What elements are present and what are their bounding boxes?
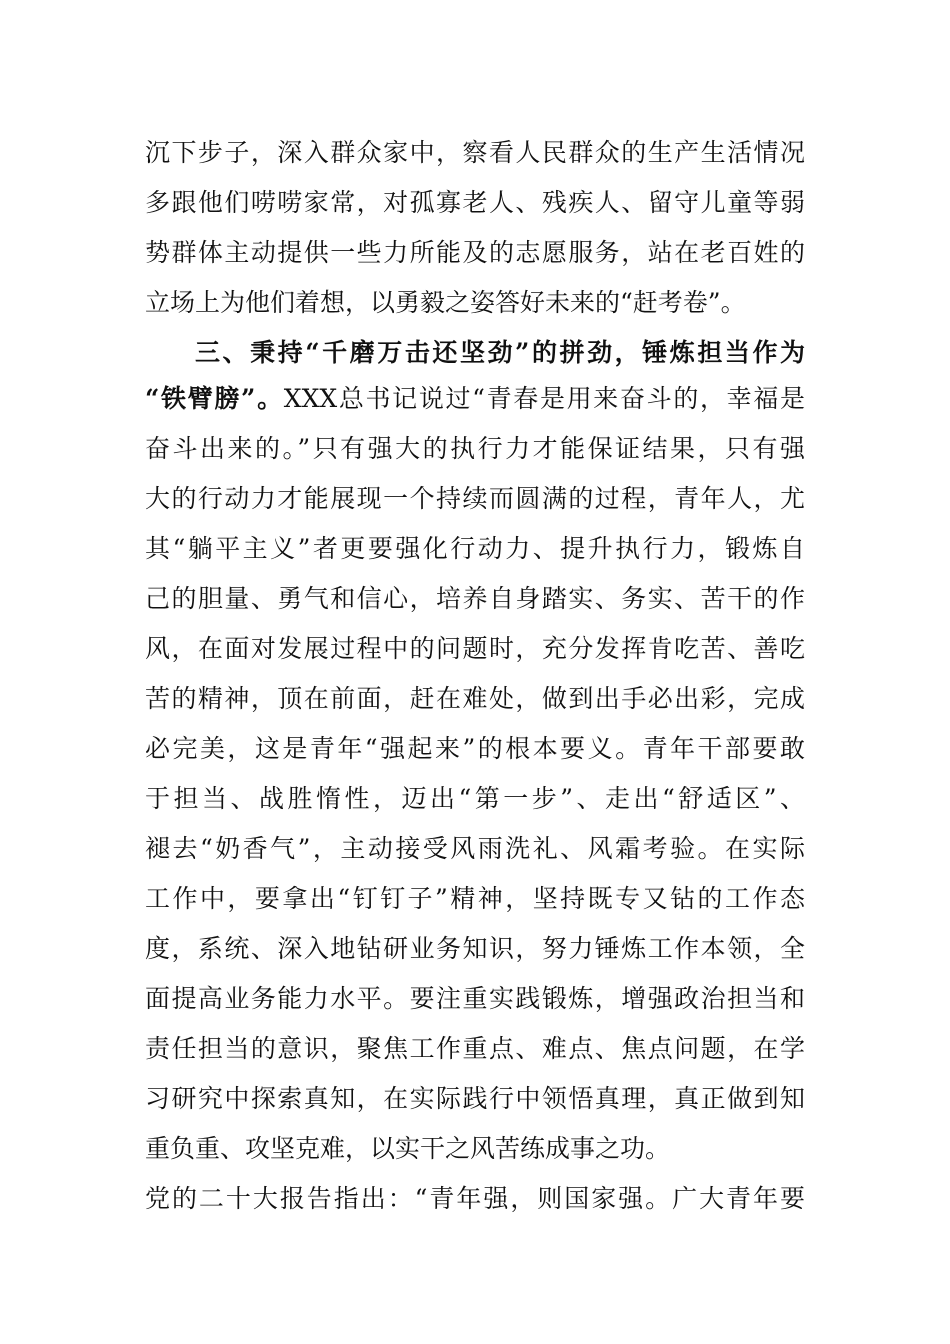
paragraph-line: 面提高业务能力水平。要注重实践锻炼，增强政治担当和 xyxy=(145,984,805,1013)
section-heading-tail: “铁臂膀”。 xyxy=(145,384,284,413)
paragraph-line: 苦的精神，顶在前面，赶在难处，做到出手必出彩，完成 xyxy=(145,684,805,713)
paragraph-line: 己的胆量、勇气和信心，培养自身踏实、务实、苦干的作 xyxy=(145,584,805,613)
paragraph-line: 必完美，这是青年“强起来”的根本要义。青年干部要敢 xyxy=(145,734,805,763)
paragraph-line: 多跟他们唠唠家常，对孤寡老人、残疾人、留守儿童等弱 xyxy=(145,188,805,217)
paragraph-line: 于担当、战胜惰性，迈出“第一步”、走出“舒适区”、 xyxy=(145,784,805,813)
paragraph-line: 立场上为他们着想，以勇毅之姿答好未来的“赶考卷”。 xyxy=(145,288,746,317)
paragraph-line: 褪去“奶香气”，主动接受风雨洗礼、风霜考验。在实际 xyxy=(145,834,805,863)
paragraph-line: 度，系统、深入地钻研业务知识，努力锤炼工作本领，全 xyxy=(145,934,805,963)
paragraph-line: 责任担当的意识，聚焦工作重点、难点、焦点问题，在学 xyxy=(145,1034,805,1063)
paragraph-line: 党的二十大报告指出：“青年强，则国家强。广大青年要 xyxy=(145,1184,805,1213)
paragraph-line: 习研究中探索真知，在实际践行中领悟真理，真正做到知 xyxy=(145,1084,805,1113)
mixed-heading-line xyxy=(145,374,805,424)
paragraph-line: 重负重、攻坚克难，以实干之风苦练成事之功。 xyxy=(145,1134,671,1163)
paragraph-line: 势群体主动提供一些力所能及的志愿服务，站在老百姓的 xyxy=(145,238,805,267)
section-heading-line: 三、秉持“千磨万击还坚劲”的拼劲，锤炼担当作为 xyxy=(195,338,805,367)
paragraph-line-start: XXX总书记说过“青春是用来奋斗的，幸福是 xyxy=(283,384,805,413)
paragraph-line: 工作中，要拿出“钉钉子”精神，坚持既专又钻的工作态 xyxy=(145,884,805,913)
paragraph-line: 风，在面对发展过程中的问题时，充分发挥肯吃苦、善吃 xyxy=(145,634,805,663)
paragraph-line: 其“躺平主义”者更要强化行动力、提升执行力，锻炼自 xyxy=(145,534,805,563)
paragraph-line: 沉下步子，深入群众家中，察看人民群众的生产生活情况 xyxy=(145,138,805,167)
paragraph-line: 大的行动力才能展现一个持续而圆满的过程，青年人，尤 xyxy=(145,484,805,513)
paragraph-line: 奋斗出来的。”只有强大的执行力才能保证结果，只有强 xyxy=(145,434,805,463)
